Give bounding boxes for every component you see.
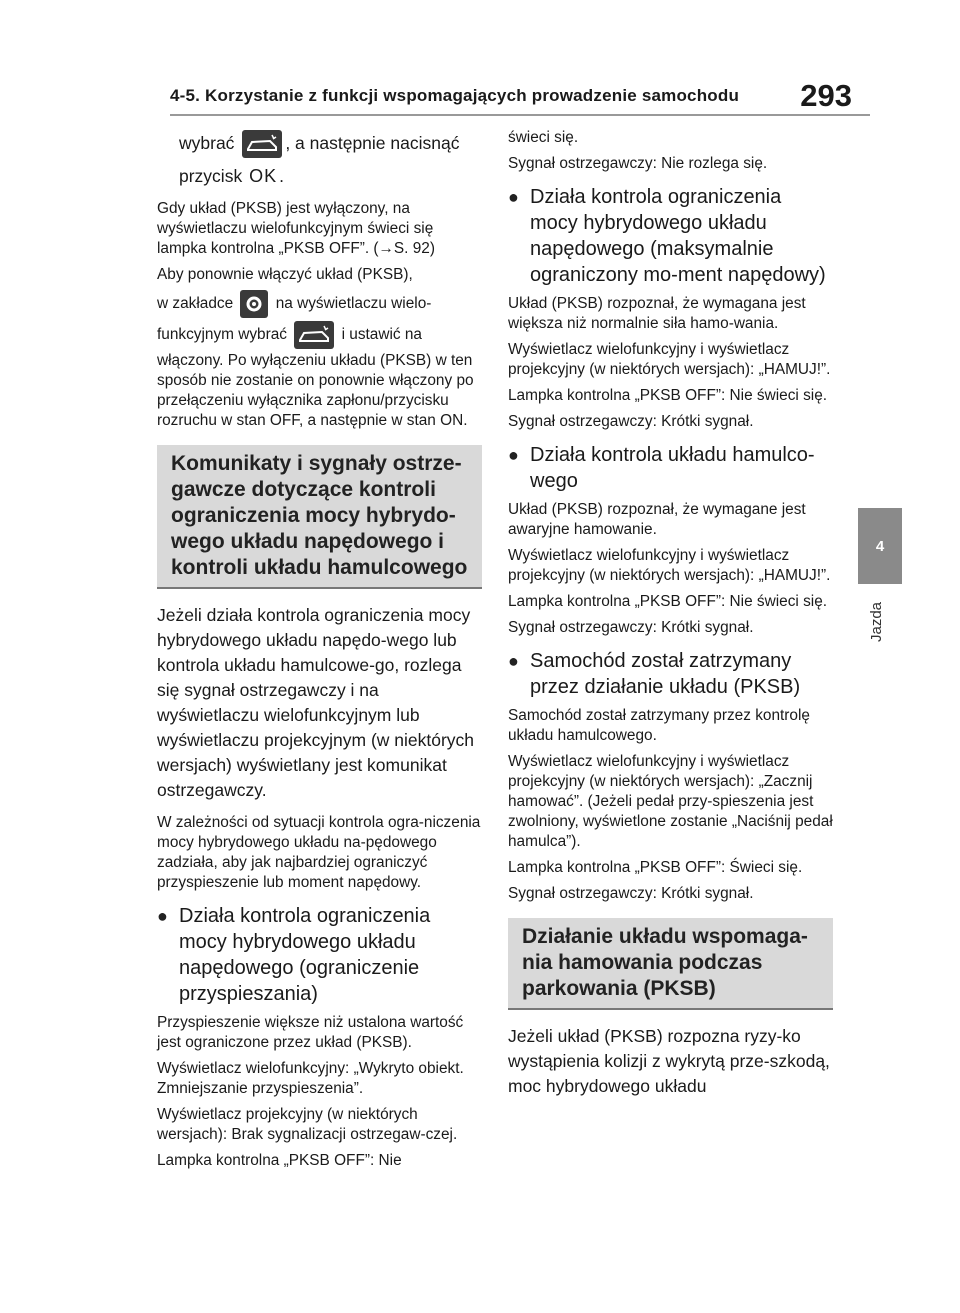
bullet3-text-4: Sygnał ostrzegawczy: Krótki sygnał. — [508, 619, 754, 636]
intro-paragraph: Jeżeli działa kontrola ograniczenia mocy hybrydowego układu napędo-wego lub kontrola układu hamulcowe-go, rozlega się sygnał ostrzegawczy i na wyświetlaczu wielofunkcyjnym lub wyświetlaczu projekcyjnym (w niektórych wersjach) wyświetlany jest komunikat ostrzegawczy. — [157, 605, 475, 801]
note-reenable-b: w zakładce na wyświetlaczu wielo- — [157, 289, 482, 319]
left-column — [157, 128, 482, 1171]
section-title-warnings: Komunikaty i sygnały ostrze-gawcze dotyczące kontroli ograniczenia mocy hybrydo-wego układu napędowego i kontroli układu hamulcowego — [157, 445, 482, 589]
bullet2-text-2: Wyświetlacz wielofunkcyjny i wyświetlacz projekcyjny (w niektórych wersjach): „HAMUJ!”. — [508, 341, 831, 378]
closing-paragraph: Jeżeli układ (PKSB) rozpozna ryzy-ko wystąpienia kolizji z wykrytą prze-szkodą, moc hybrydowego układu — [508, 1026, 830, 1096]
note-reenable-a: Aby ponownie włączyć układ (PKSB), — [157, 266, 413, 284]
bullet1-text-1: Przyspieszenie większe niż ustalona wartość jest ograniczone przez układ (PKSB). — [157, 1014, 464, 1052]
right-column — [508, 128, 833, 1099]
bullet3-text-3: Lampka kontrolna „PKSB OFF”: Nie świeci się. — [508, 593, 828, 610]
bullet2-text-1: Układ (PKSB) rozpoznał, że wymagana jest większa niż normalnie siła hamo-wania. — [508, 295, 806, 332]
continued-text-1: świeci się. — [508, 129, 579, 146]
bullet-max-torque-limit: ● Działa kontrola ograniczenia mocy hybrydowego układu napędowego (maksymalnie ograniczony mo-ment napędowy) — [508, 186, 826, 286]
page-number: 293 — [800, 78, 852, 113]
header-title: 4-5. Korzystanie z funkcji wspomagających prowadzenie samochodu — [170, 86, 740, 105]
continued-text-2: Sygnał ostrzegawczy: Nie rozlega się. — [508, 155, 768, 172]
bullet1-text-4: Lampka kontrolna „PKSB OFF”: Nie — [157, 1152, 402, 1170]
intro-note: W zależności od sytuacji kontrola ogra-niczenia mocy hybrydowego układu na-pędowego zadziała, aby jak najbardziej ograniczyć przyspieszenie lub moment napędowy. — [157, 814, 481, 892]
step-line-2: przycisk OK . — [179, 166, 284, 187]
bullet4-text-1: Samochód został zatrzymany przez kontrolę układu hamulcowego. — [508, 707, 810, 744]
bullet-dot-icon: ● — [508, 651, 519, 671]
bullet-acceleration-limit: ● Działa kontrola ograniczenia mocy hybrydowego układu napędowego (ograniczenie przyspieszania) — [157, 905, 431, 1006]
bullet-dot-icon: ● — [157, 906, 168, 927]
bullet-dot-icon: ● — [508, 187, 519, 207]
bullet2-text-4: Sygnał ostrzegawczy: Krótki sygnał. — [508, 413, 754, 430]
bullet4-text-2: Wyświetlacz wielofunkcyjny i wyświetlacz projekcyjny (w niektórych wersjach): „Zacznij hamować”. (Jeżeli pedał przy-spieszenia jest zwolniony, wyświetlone zostanie „Naciśnij pedał hamulca”). — [508, 753, 833, 850]
ok-button-icon: OK — [249, 166, 278, 187]
page-header — [170, 80, 870, 116]
bullet2-text-3: Lampka kontrolna „PKSB OFF”: Nie świeci się. — [508, 387, 828, 404]
pksb-car-icon — [294, 321, 334, 349]
note-reenable-c: funkcyjnym wybrać i ustawić na — [157, 319, 482, 351]
step-line-1: wybrać , a następnie nacisnąć — [157, 128, 482, 158]
bullet3-text-2: Wyświetlacz wielofunkcyjny i wyświetlacz projekcyjny (w niektórych wersjach): „HAMUJ!”. — [508, 547, 831, 584]
bullet-brake-control: ● Działa kontrola układu hamulco-wego — [508, 444, 815, 492]
note-pksb-off: Gdy układ (PKSB) jest wyłączony, na wyświetlaczu wielofunkcyjnym świeci się lampka kontrolna „PKSB OFF”. (→S. 92) — [157, 200, 435, 258]
section-title-parking-brake-assist: Działanie układu wspomaga-nia hamowania podczas parkowania (PKSB) — [508, 918, 833, 1010]
bullet1-text-2: Wyświetlacz wielofunkcyjny: „Wykryto obiekt. Zmniejszanie przyspieszenia”. — [157, 1060, 464, 1098]
bullet-dot-icon: ● — [508, 445, 519, 465]
gear-icon — [240, 290, 268, 318]
bullet4-text-3: Lampka kontrolna „PKSB OFF”: Świeci się. — [508, 859, 803, 876]
chapter-label: Jazda — [868, 601, 885, 643]
bullet-vehicle-stopped: ● Samochód został zatrzymany przez działanie układu (PKSB) — [508, 650, 801, 698]
chapter-tab[interactable]: 4 — [858, 508, 902, 584]
pksb-car-icon — [242, 130, 282, 158]
bullet4-text-4: Sygnał ostrzegawczy: Krótki sygnał. — [508, 885, 754, 902]
note-reenable-d: włączony. Po wyłączeniu układu (PKSB) w ten sposób nie zostanie on ponownie włączony po przełączeniu wyłącznika zapłonu/przycisku rozruchu w stan OFF, a następnie w stan ON. — [157, 352, 474, 430]
bullet1-text-3: Wyświetlacz projekcyjny (w niektórych wersjach): Brak sygnalizacji ostrzegaw-czej. — [157, 1106, 458, 1144]
bullet3-text-1: Układ (PKSB) rozpoznał, że wymagane jest awaryjne hamowanie. — [508, 501, 806, 538]
